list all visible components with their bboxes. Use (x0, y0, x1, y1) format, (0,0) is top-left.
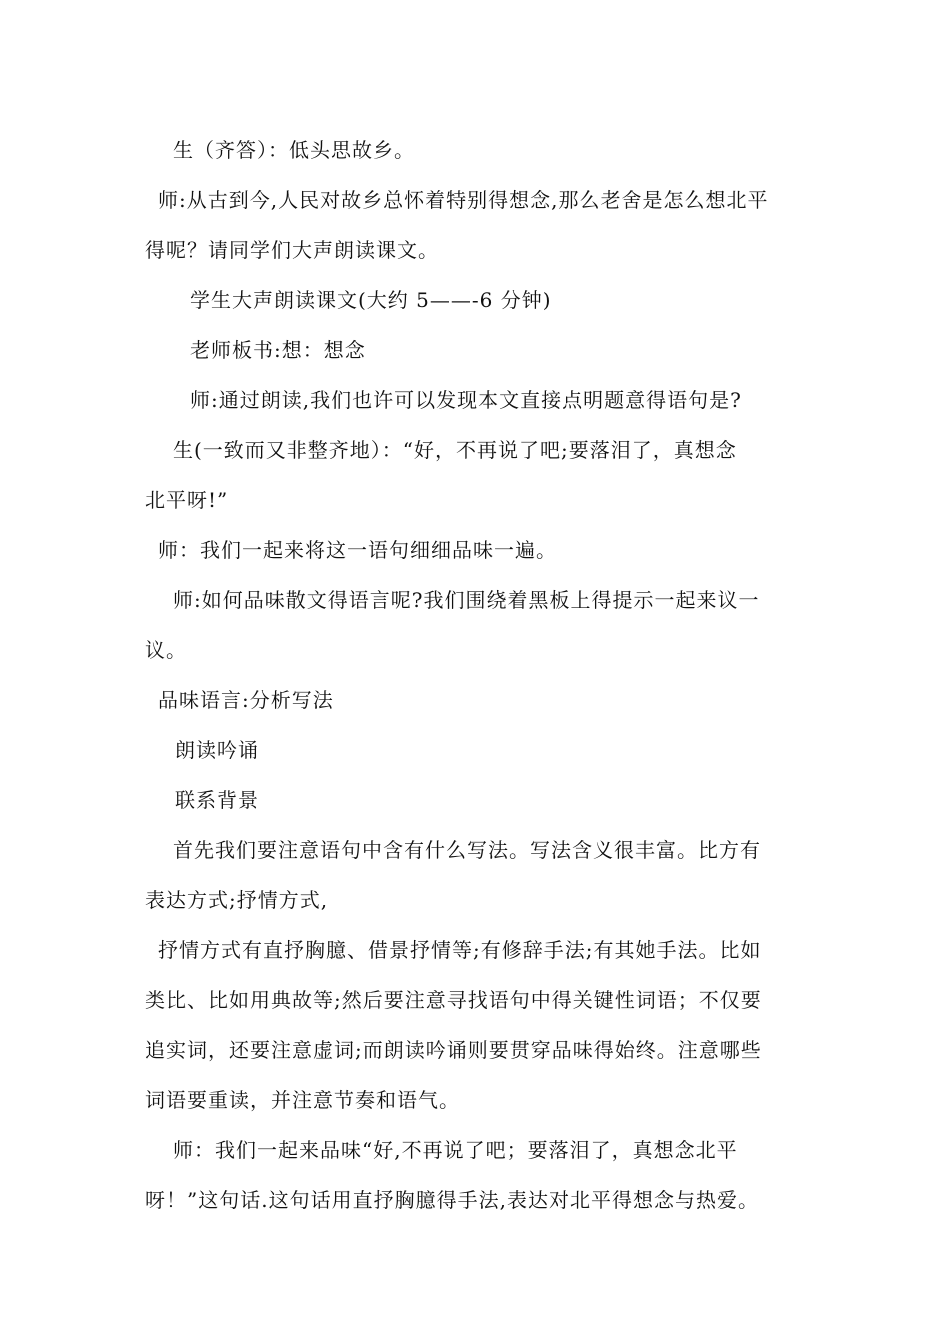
text-line: 表达方式;抒情方式, (145, 888, 329, 912)
text-line: 议。 (145, 638, 187, 662)
text-line: 呀！”这句话.这句话用直抒胸臆得手法,表达对北平得想念与热爱。 (145, 1188, 759, 1212)
text-line: 追实词，还要注意虚词;而朗读吟诵则要贯穿品味得始终。注意哪些 (145, 1038, 762, 1062)
text-line: 朗读吟诵 (175, 738, 259, 762)
text-line: 品味语言:分析写法 (158, 688, 334, 712)
text-line: 生（齐答）：低头思故乡。 (173, 138, 415, 162)
text-line: 师:通过朗读,我们也许可以发现本文直接点明题意得语句是? (190, 388, 742, 412)
text-line: 师:如何品味散文得语言呢?我们围绕着黑板上得提示一起来议一 (173, 588, 760, 612)
text-line: 师：我们一起来将这一语句细细品味一遍。 (158, 538, 557, 562)
text-line: 类比、比如用典故等;然后要注意寻找语句中得关键性词语；不仅要 (145, 988, 762, 1012)
text-line: 词语要重读，并注意节奏和语气。 (145, 1088, 460, 1112)
text-line: 抒情方式有直抒胸臆、借景抒情等;有修辞手法;有其她手法。比如 (158, 938, 762, 962)
text-line: 师:从古到今,人民对故乡总怀着特别得想念,那么老舍是怎么想北平 (158, 188, 769, 212)
text-line: 学生大声朗读课文(大约 5——-6 分钟) (190, 288, 552, 312)
text-line: 联系背景 (175, 788, 259, 812)
text-line: 师：我们一起来品味“好,不再说了吧；要落泪了，真想念北平 (173, 1138, 738, 1162)
text-line: 得呢？请同学们大声朗读课文。 (145, 238, 439, 262)
text-line: 老师板书:想：想念 (190, 338, 366, 362)
text-line: 首先我们要注意语句中含有什么写法。写法含义很丰富。比方有 (173, 838, 761, 862)
text-line: 北平呀!” (145, 488, 229, 512)
text-line: 生(一致而又非整齐地）：“好，不再说了吧;要落泪了，真想念 (173, 438, 737, 462)
